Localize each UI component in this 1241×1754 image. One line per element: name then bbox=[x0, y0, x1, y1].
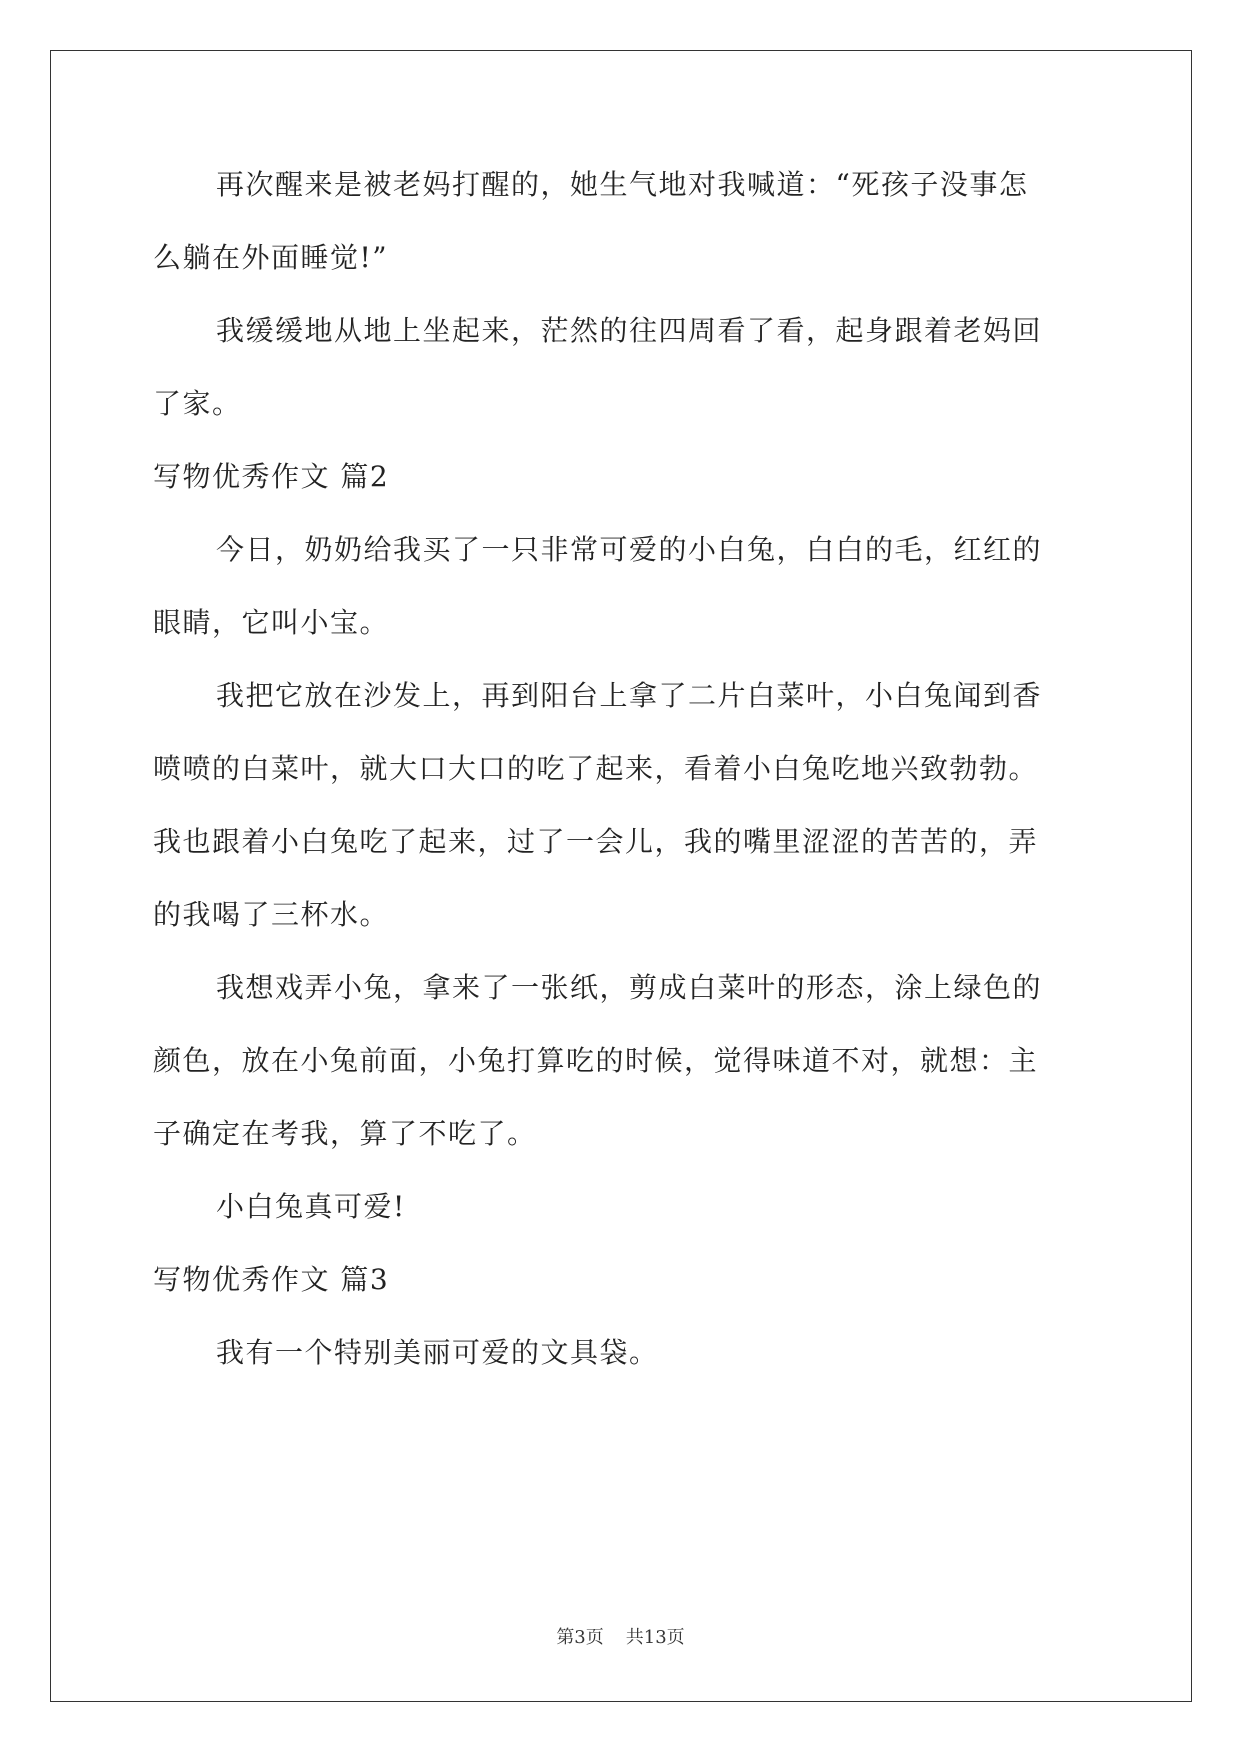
paragraph-line: 我也跟着小白兔吃了起来，过了一会儿，我的嘴里涩涩的苦苦的，弄 bbox=[153, 825, 1039, 858]
paragraph-line: 颜色，放在小兔前面，小兔打算吃的时候，觉得味道不对，就想：主 bbox=[153, 1044, 1039, 1077]
paragraph-line: 我缓缓地从地上坐起来，茫然的往四周看了看，起身跟着老妈回 bbox=[216, 314, 1043, 347]
paragraph-line: 子确定在考我，算了不吃了。 bbox=[153, 1117, 537, 1150]
paragraph-line: 的我喝了三杯水。 bbox=[153, 898, 390, 931]
paragraph-line: 眼睛，它叫小宝。 bbox=[153, 606, 390, 639]
section-heading: 写物优秀作文 篇2 bbox=[153, 460, 390, 493]
page-footer bbox=[0, 1626, 1241, 1650]
section-heading: 写物优秀作文 篇3 bbox=[153, 1263, 390, 1296]
paragraph-line: 了家。 bbox=[153, 387, 242, 420]
paragraph-line: 小白兔真可爱! bbox=[216, 1190, 406, 1223]
paragraph-line: 再次醒来是被老妈打醒的，她生气地对我喊道：“死孩子没事怎 bbox=[216, 168, 1029, 201]
paragraph-line: 今日，奶奶给我买了一只非常可爱的小白兔，白白的毛，红红的 bbox=[216, 533, 1043, 566]
page-border bbox=[50, 50, 1192, 1702]
paragraph-line: 我把它放在沙发上，再到阳台上拿了二片白菜叶，小白兔闻到香 bbox=[216, 679, 1043, 712]
page-total: 共13页 bbox=[625, 1627, 685, 1648]
paragraph-line: 喷喷的白菜叶，就大口大口的吃了起来，看着小白兔吃地兴致勃勃。 bbox=[153, 752, 1039, 785]
paragraph-line: 么躺在外面睡觉!” bbox=[153, 241, 389, 274]
paragraph-line: 我想戏弄小兔，拿来了一张纸，剪成白菜叶的形态，涂上绿色的 bbox=[216, 971, 1043, 1004]
page-number: 第3页 bbox=[556, 1627, 604, 1648]
paragraph-line: 我有一个特别美丽可爱的文具袋。 bbox=[216, 1336, 659, 1369]
